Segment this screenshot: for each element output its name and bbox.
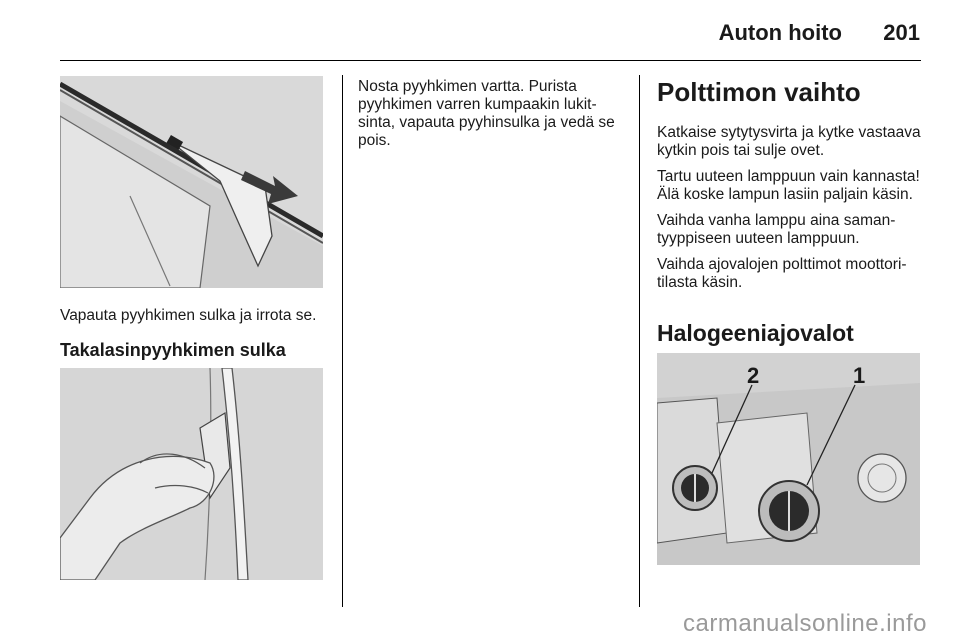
bulb-replacement-heading: Polttimon vaihto bbox=[657, 77, 861, 107]
column-divider-left bbox=[342, 75, 343, 607]
lift-wiper-paragraph: Nosta pyyhkimen vartta. Purista pyyhkimen varren kumpaakin lukitsinta, vapauta pyyhinsulka ja vedä se pois. bbox=[358, 78, 615, 149]
column-divider-right bbox=[639, 75, 640, 607]
watermark-text: carmanualsonline.info bbox=[683, 610, 927, 637]
instruction-same-type: Vaihda vanha lamppu aina samantyyppiseen uuteen lamppuun. bbox=[657, 212, 896, 247]
rear-wiper-figure bbox=[60, 368, 323, 580]
wiper-release-figure bbox=[60, 76, 323, 288]
rear-wiper-subheading: Takalasinpyyhkimen sulka bbox=[60, 340, 286, 360]
page-header-title: Auton hoito bbox=[718, 20, 842, 45]
header-divider bbox=[60, 60, 921, 61]
wiper-release-drawing bbox=[60, 76, 323, 288]
page-number: 201 bbox=[883, 20, 920, 45]
headlight-drawing bbox=[657, 353, 920, 565]
bulb-instructions bbox=[657, 124, 927, 300]
callout-label-2: 2 bbox=[747, 363, 760, 388]
headlight-figure bbox=[657, 353, 920, 565]
halogen-headlights-subheading: Halogeeniajovalot bbox=[657, 320, 854, 346]
instruction-ignition: Katkaise sytytysvirta ja kytke vastaava kytkin pois tai sulje ovet. bbox=[657, 124, 921, 159]
instruction-engine-bay: Vaihda ajovalojen polttimot moottoritilasta käsin. bbox=[657, 256, 907, 291]
figure-caption: Vapauta pyyhkimen sulka ja irrota se. bbox=[60, 307, 317, 324]
rear-wiper-drawing bbox=[60, 368, 323, 580]
callout-label-1: 1 bbox=[853, 363, 866, 388]
instruction-hold-base: Tartu uuteen lamppuun vain kannasta! Älä koske lampun lasiin paljain käsin. bbox=[657, 168, 920, 203]
